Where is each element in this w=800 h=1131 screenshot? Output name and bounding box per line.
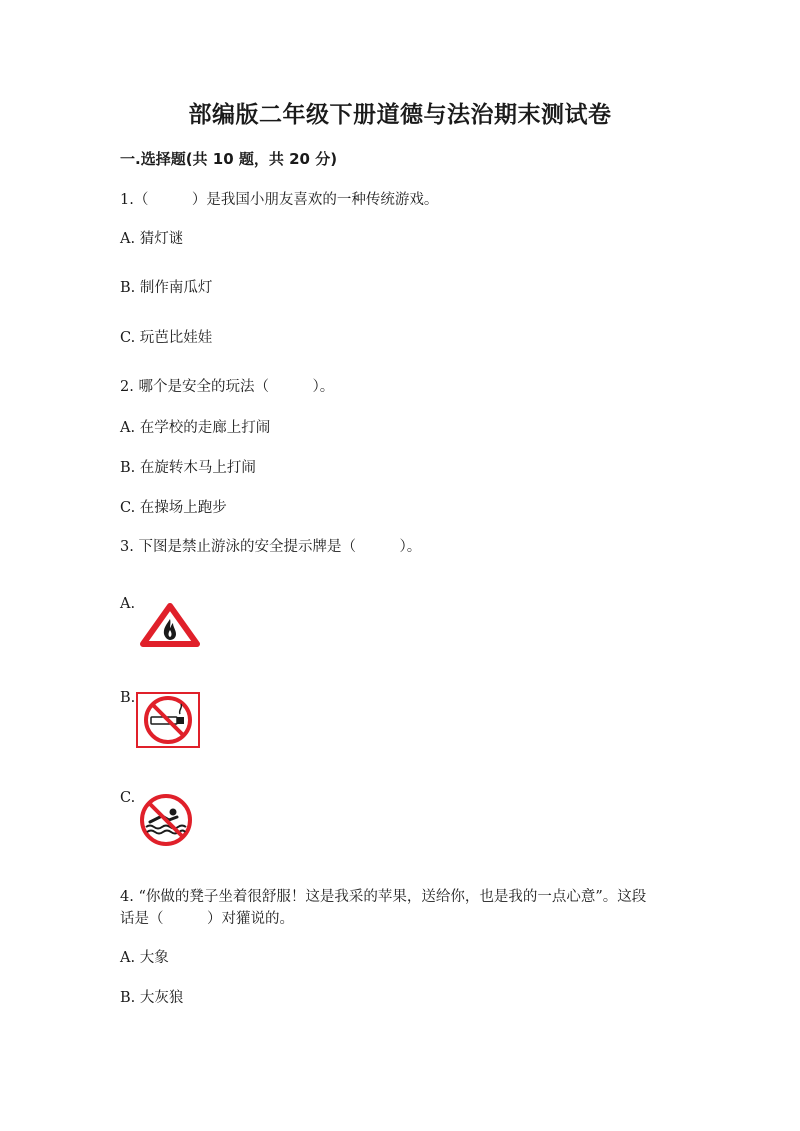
page-title: 部编版二年级下册道德与法治期末测试卷 (188, 101, 612, 128)
question-3-stem: 3. 下图是禁止游泳的安全提示牌是（ ）。 (120, 539, 422, 555)
question-2-option-b: B. 在旋转木马上打闹 (120, 460, 256, 476)
section-heading: 一.选择题(共 10 题，共 20 分) (120, 150, 338, 168)
question-3-option-b: B. (120, 690, 136, 706)
question-4-option-a: A. 大象 (120, 950, 169, 966)
question-4-stem: 4. “你做的凳子坐着很舒服！这是我采的苹果，送给你，也是我的一点心意”。这段话是（ ）对獾说的。 (120, 889, 647, 927)
no-swimming-sign-icon (136, 793, 196, 847)
question-1-option-b: B. 制作南瓜灯 (120, 280, 213, 296)
question-2-stem: 2. 哪个是安全的玩法（ ）。 (120, 379, 335, 395)
question-1-stem: 1.（ ）是我国小朋友喜欢的一种传统游戏。 (120, 192, 439, 208)
question-3-option-a: A. (120, 596, 136, 612)
question-2-option-a: A. 在学校的走廊上打闹 (120, 420, 271, 436)
question-1-option-c: C. 玩芭比娃娃 (120, 330, 213, 346)
fire-warning-sign-icon (140, 603, 200, 647)
no-smoking-sign-icon (136, 692, 200, 748)
question-4-option-b: B. 大灰狼 (120, 990, 184, 1006)
question-2-option-c: C. 在操场上跑步 (120, 500, 227, 516)
question-3-option-c: C. (120, 790, 136, 806)
question-1-option-a: A. 猜灯谜 (120, 231, 184, 247)
